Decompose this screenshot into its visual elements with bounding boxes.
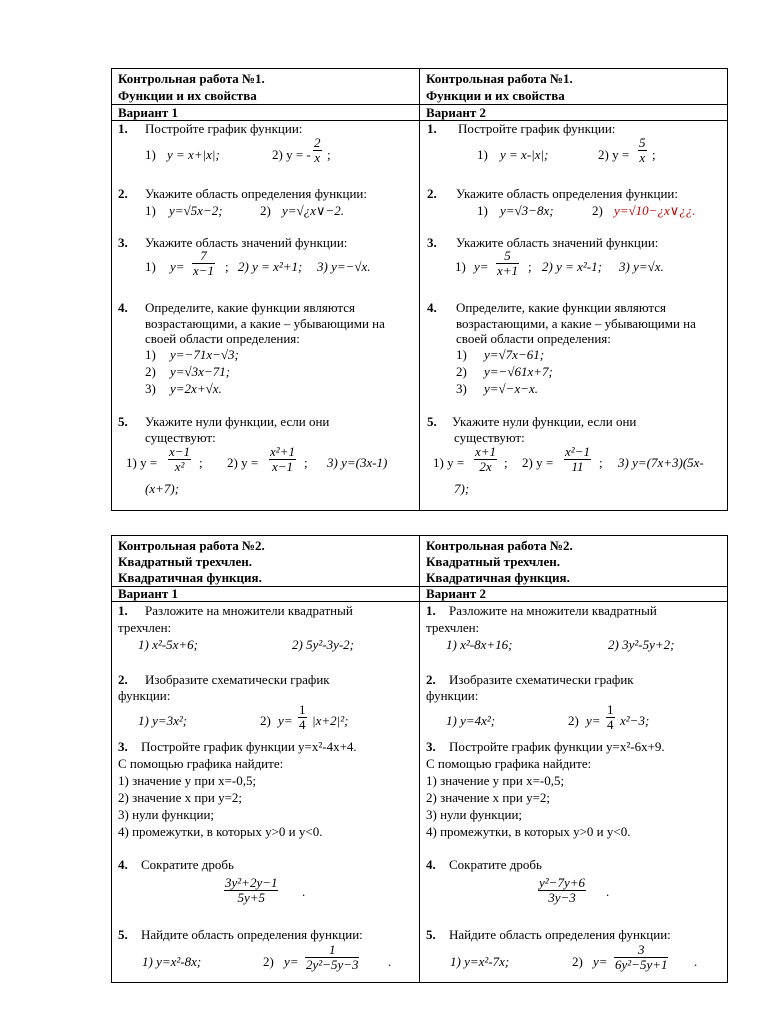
list-item: 4) промежутки, в которых y>0 и y<0. <box>118 824 323 839</box>
list-item: 1) значение y при x=-0,5; <box>118 773 257 788</box>
equation: y=√¿x∨−2. <box>282 203 344 218</box>
question-text: Укажите область значений функции: <box>456 235 659 250</box>
fraction: $\frac{x-1}{\text{x²}}$ <box>169 444 191 474</box>
punctuation: ; <box>327 147 331 162</box>
answer-label: 3) <box>145 381 156 396</box>
answer-label: 1) <box>145 203 156 218</box>
equation: y=√10−¿x∨¿¿. <box>614 203 696 218</box>
equation: y= <box>170 259 185 274</box>
equation: y= <box>284 954 299 969</box>
question-text: Сократите дробь <box>141 857 234 872</box>
answer-label: 3) <box>456 381 467 396</box>
punctuation: ; <box>504 455 508 470</box>
answer-label: 2) y = <box>522 455 554 470</box>
answer-label: 2) y = - <box>272 147 311 162</box>
question-text: Укажите нули функции, если они <box>145 414 330 429</box>
fraction: $\frac{\text{y²−7y+6}}{3y-3}$ <box>539 875 585 905</box>
fraction: $\frac{1}{\text{2y²−5y−3}}$ <box>306 942 359 972</box>
equation: |x+2|²; <box>312 713 349 728</box>
equation: 1) y=4x²; <box>446 713 496 728</box>
equation: 1) x²-8x+16; <box>446 637 513 652</box>
question-text: Постройте график функции: <box>145 121 303 136</box>
punctuation: ; <box>599 455 603 470</box>
equation: y= <box>586 713 601 728</box>
column-divider <box>419 536 420 982</box>
question-number: 2. <box>118 186 128 201</box>
answer-label: 2) y = <box>598 147 630 162</box>
punctuation: ; <box>199 455 203 470</box>
answer-label: 2) <box>263 954 274 969</box>
answer-label: 1) y = <box>126 455 158 470</box>
question-number: 2. <box>118 672 128 687</box>
question-text: Сократите дробь <box>449 857 542 872</box>
question-text: функции: <box>426 688 479 703</box>
answer-label: 2) <box>260 203 271 218</box>
question-text: возрастающими, а какие – убывающими на <box>456 316 696 331</box>
fraction: $\frac{7}{x-1}$ <box>193 248 215 278</box>
question-number: 5. <box>118 414 128 429</box>
equation: 1) y=3x²; <box>138 713 188 728</box>
test-subtitle: Квадратичная функция. <box>426 570 570 585</box>
question-text: Разложите на множители квадратный <box>449 603 657 618</box>
punctuation: ; <box>528 259 532 274</box>
equation: y=√5x−2; <box>169 203 223 218</box>
question-text: функции: <box>118 688 171 703</box>
question-text: Укажите область значений функции: <box>145 235 348 250</box>
question-text: Постройте график функции y=x²-4x+4. <box>141 739 357 754</box>
question-text: Укажите нули функции, если они <box>452 414 637 429</box>
question-text: Определите, какие функции являются <box>456 300 666 315</box>
answer-label: 1) <box>456 347 467 362</box>
answer-label: 1) <box>455 259 466 274</box>
list-item: 3) нули функции; <box>118 807 215 822</box>
punctuation: . <box>388 954 392 969</box>
question-number: 4. <box>118 857 128 872</box>
question-text: С помощью графика найдите: <box>426 756 592 771</box>
test-title: Контрольная работа №2. <box>118 538 265 553</box>
variant-label: Вариант 2 <box>426 586 487 601</box>
equation: 1) x²-5x+6; <box>138 637 198 652</box>
test-2-table <box>111 535 728 983</box>
question-number: 3. <box>118 235 128 250</box>
variant-label: Вариант 1 <box>118 105 179 120</box>
answer-label: 1) <box>145 347 156 362</box>
test-subtitle: Квадратный трехчлен. <box>426 554 560 569</box>
question-text: Постройте график функции y=x²-6x+9. <box>449 739 665 754</box>
test-subtitle: Квадратный трехчлен. <box>118 554 252 569</box>
question-text: Найдите область определения функции: <box>141 927 363 942</box>
answer-label: 1) <box>477 203 488 218</box>
answer-label: 2) <box>260 713 271 728</box>
question-number: 1. <box>118 121 128 136</box>
question-text: Укажите область определения функции: <box>456 186 678 201</box>
fraction: $\frac{1}{4}$ <box>299 702 306 732</box>
fraction: $\frac{\text{x²+1}}{x-1}$ <box>270 444 295 474</box>
equation: 3) y=−√x. <box>317 259 371 274</box>
question-number: 1. <box>427 121 437 136</box>
equation: 2) y = x²-1; <box>542 259 602 274</box>
test-title: Контрольная работа №1. <box>426 71 573 86</box>
question-number: 4. <box>427 300 437 315</box>
equation: y= <box>474 259 489 274</box>
equation: 1) y=x²-8x; <box>142 954 202 969</box>
question-text: С помощью графика найдите: <box>118 756 284 771</box>
equation: y = x-|x|; <box>500 147 549 162</box>
question-text: Найдите область определения функции: <box>449 927 671 942</box>
equation: 2) y = x²+1; <box>238 259 303 274</box>
question-text: трехчлен: <box>426 620 480 635</box>
equation: 7); <box>454 481 470 496</box>
question-text: Изобразите схематически график <box>145 672 330 687</box>
fraction: $\frac{x+1}{2x}$ <box>475 444 497 474</box>
equation: y = x+|x|; <box>167 147 220 162</box>
question-number: 3. <box>426 739 436 754</box>
header-divider <box>112 586 727 587</box>
fraction: $\frac{2}{x}$ <box>314 135 321 165</box>
equation: y=√7x−61; <box>484 347 545 362</box>
fraction: $\frac{\text{3y²+2y−1}}{5y+5}$ <box>225 875 278 905</box>
test-title: Контрольная работа №1. <box>118 71 265 86</box>
equation: 3) y=(7x+3)(5x- <box>618 455 704 470</box>
equation: 2) 5y²-3y-2; <box>292 637 355 652</box>
question-text: Разложите на множители квадратный <box>145 603 353 618</box>
answer-label: 1) <box>145 259 156 274</box>
equation: y=√3−8x; <box>500 203 554 218</box>
equation: y= <box>278 713 293 728</box>
equation: y=√3x−71; <box>170 364 231 379</box>
test-title: Контрольная работа №2. <box>426 538 573 553</box>
equation: y=√−x−x. <box>484 381 539 396</box>
answer-label: 1) <box>145 147 156 162</box>
list-item: 3) нули функции; <box>426 807 523 822</box>
answer-label: 2) <box>592 203 603 218</box>
punctuation: . <box>302 884 306 899</box>
question-text: существуют: <box>145 430 216 445</box>
column-divider <box>419 69 420 510</box>
punctuation: ; <box>304 455 308 470</box>
answer-label: 2) <box>572 954 583 969</box>
fraction: $\frac{3}{\text{6y²−5y+1}}$ <box>615 942 668 972</box>
question-text: трехчлен: <box>118 620 172 635</box>
question-number: 5. <box>427 414 437 429</box>
question-text: Постройте график функции: <box>458 121 616 136</box>
question-number: 3. <box>118 739 128 754</box>
answer-label: 2) y = <box>227 455 259 470</box>
fraction: $\frac{5}{x}$ <box>639 135 646 165</box>
question-text: возрастающими, а какие – убывающими на <box>145 316 385 331</box>
question-number: 4. <box>426 857 436 872</box>
equation: 1) y=x²-7x; <box>450 954 510 969</box>
question-number: 2. <box>426 672 436 687</box>
question-number: 5. <box>118 927 128 942</box>
equation: y=−√61x+7; <box>484 364 553 379</box>
test-subtitle: Квадратичная функция. <box>118 570 262 585</box>
answer-label: 2) <box>145 364 156 379</box>
question-text: Изобразите схематически график <box>449 672 634 687</box>
answer-label: 1) y = <box>433 455 465 470</box>
question-number: 5. <box>426 927 436 942</box>
punctuation: . <box>606 884 610 899</box>
question-text: своей области определения: <box>145 331 300 346</box>
list-item: 1) значение y при x=-0,5; <box>426 773 565 788</box>
equation: y=2x+√x. <box>170 381 222 396</box>
equation: x²−3; <box>620 713 650 728</box>
variant-label: Вариант 2 <box>426 105 487 120</box>
fraction: $\frac{\text{x²−1}}{11}$ <box>565 444 590 474</box>
question-number: 3. <box>427 235 437 250</box>
test-1-table <box>111 68 728 511</box>
fraction: $\frac{1}{4}$ <box>607 702 614 732</box>
list-item: 4) промежутки, в которых y>0 и y<0. <box>426 824 631 839</box>
equation: y=−71x−√3; <box>170 347 239 362</box>
question-number: 4. <box>118 300 128 315</box>
question-number: 1. <box>426 603 436 618</box>
variant-label: Вариант 1 <box>118 586 179 601</box>
fraction: $\frac{5}{x+1}$ <box>497 248 519 278</box>
variant-divider <box>112 601 727 602</box>
equation: 3) y=√x. <box>619 259 664 274</box>
punctuation: . <box>694 954 698 969</box>
list-item: 2) значение x при y=2; <box>426 790 551 805</box>
list-item: 2) значение x при y=2; <box>118 790 243 805</box>
answer-label: 1) <box>477 147 488 162</box>
punctuation: ; <box>225 259 229 274</box>
answer-label: 2) <box>568 713 579 728</box>
test-subtitle: Функции и их свойства <box>426 88 565 103</box>
equation: 2) 3y²-5y+2; <box>608 637 675 652</box>
equation: (x+7); <box>145 481 180 496</box>
header-divider <box>112 104 727 105</box>
equation: y= <box>593 954 608 969</box>
question-number: 1. <box>118 603 128 618</box>
answer-label: 2) <box>456 364 467 379</box>
question-text: Определите, какие функции являются <box>145 300 355 315</box>
question-text: Укажите область определения функции: <box>145 186 367 201</box>
equation: 3) y=(3x-1) <box>327 455 388 470</box>
punctuation: ; <box>652 147 656 162</box>
question-text: своей области определения: <box>456 331 611 346</box>
test-subtitle: Функции и их свойства <box>118 88 257 103</box>
question-number: 2. <box>427 186 437 201</box>
question-text: существуют: <box>454 430 525 445</box>
